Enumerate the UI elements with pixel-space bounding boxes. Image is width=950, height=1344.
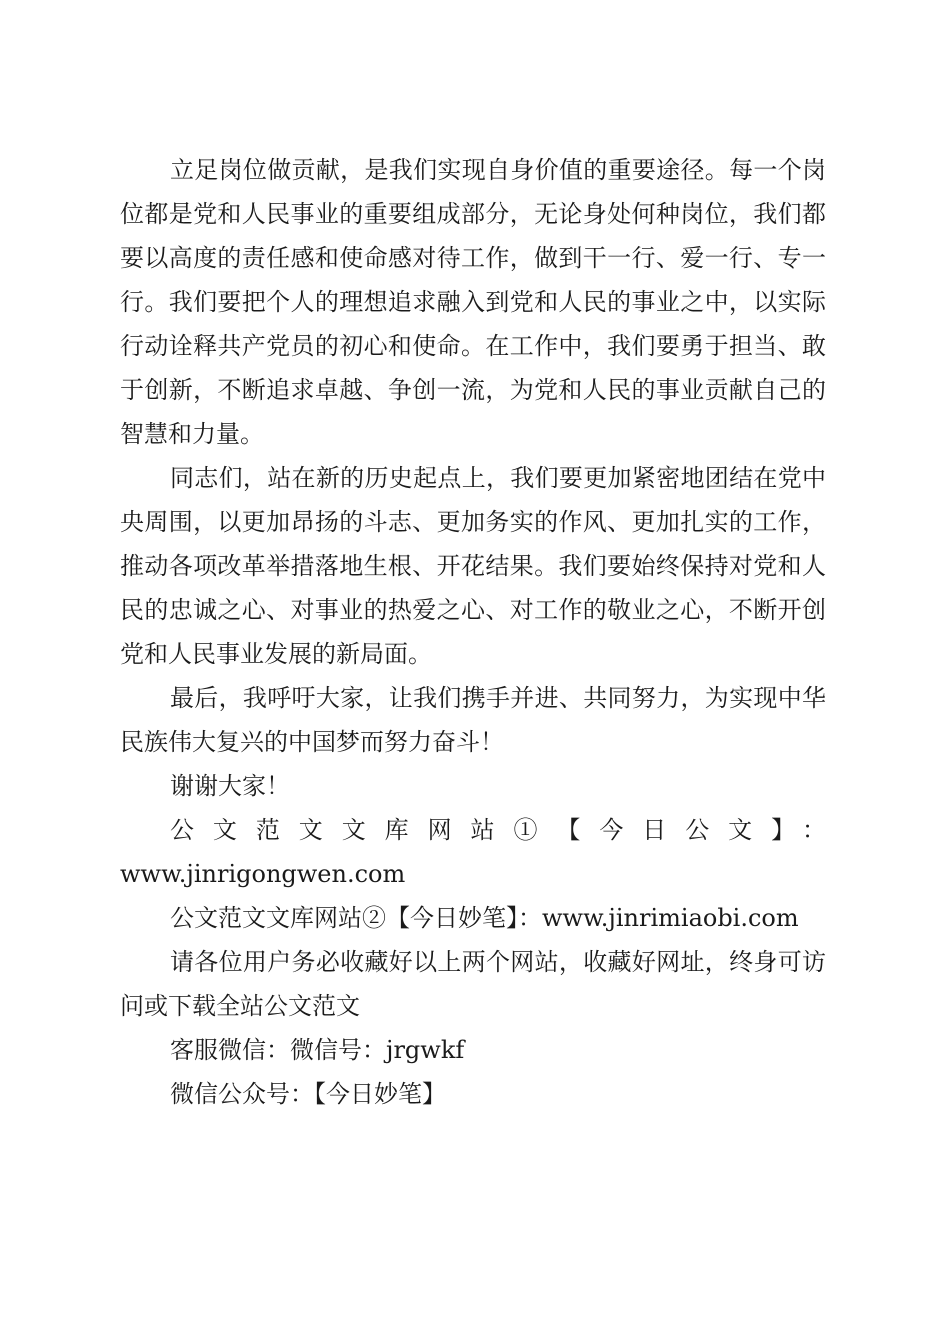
official-account: 微信公众号：【今日妙笔】	[170, 1080, 446, 1108]
paragraph-thanks: 谢谢大家！	[170, 772, 290, 800]
paragraph-unity-call: 同志们，站在新的历史起点上，我们要更加紧密地团结在党中央周围，以更加昂扬的斗志、更加务实的作风、更加扎实的工作，推动各项改革举措落地生根、开花结果。我们要始终保持对党和人民的忠诚之心、对事业的热爱之心、对工作的敬业之心，不断开创党和人民事业发展的新局面。	[120, 464, 826, 668]
paragraph-job-contribution: 立足岗位做贡献，是我们实现自身价值的重要途径。每一个岗位都是党和人民事业的重要组成部分，无论身处何种岗位，我们都要以高度的责任感和使命感对待工作，做到干一行、爱一行、专一行。我们要把个人的理想追求融入到党和人民的事业之中，以实际行动诠释共产党员的初心和使命。在工作中，我们要勇于担当、敢于创新，不断追求卓越、争创一流，为党和人民的事业贡献自己的智慧和力量。	[120, 156, 826, 448]
paragraph-closing-appeal: 最后，我呼吁大家，让我们携手并进、共同努力，为实现中华民族伟大复兴的中国梦而努力奋斗！	[120, 684, 826, 756]
bookmark-notice: 请各位用户务必收藏好以上两个网站，收藏好网址，终身可访问或下载全站公文范文	[120, 948, 826, 1020]
site2-line[interactable]: 公文范文文库网站②【今日妙笔】：www.jinrimiaobi.com	[170, 904, 799, 932]
service-wechat: 客服微信：微信号：jrgwkf	[170, 1036, 465, 1064]
document-body	[120, 148, 826, 1116]
site1-label: 公文范文文库网站①【今日公文】：	[170, 816, 826, 844]
site1-url[interactable]: www.jinrigongwen.com	[120, 860, 406, 888]
